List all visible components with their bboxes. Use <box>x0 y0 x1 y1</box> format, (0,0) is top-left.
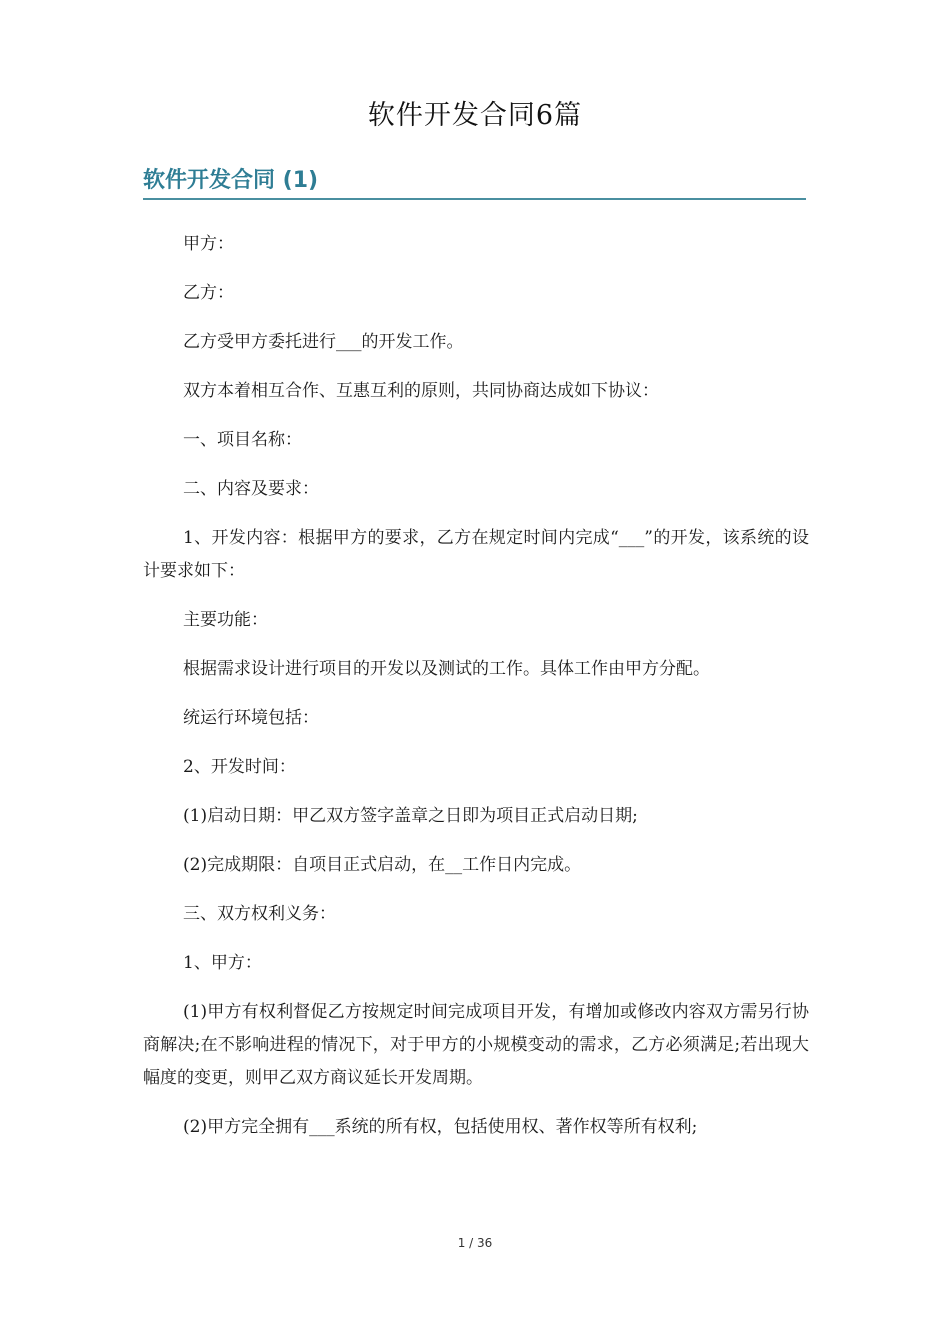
paragraph-environment: 统运行环境包括： <box>183 708 319 728</box>
paragraph-agreement: 双方本着相互合作、互惠互利的原则，共同协商达成如下协议： <box>183 381 659 401</box>
paragraph-dev-time: 2、开发时间： <box>183 757 296 777</box>
paragraph-party-a-heading: 1、甲方： <box>183 953 262 973</box>
paragraph-feature-detail: 根据需求设计进行项目的开发以及测试的工作。具体工作由甲方分配。 <box>183 659 710 679</box>
paragraph-project-name: 一、项目名称： <box>183 430 302 450</box>
document-body <box>143 228 809 1160</box>
paragraph-rights-heading: 三、双方权利义务： <box>183 904 336 924</box>
paragraph-commission: 乙方受甲方委托进行___的开发工作。 <box>183 332 464 352</box>
paragraph-deadline: (2)完成期限：自项目正式启动，在__工作日内完成。 <box>183 855 582 875</box>
paragraph-party-b: 乙方： <box>183 283 234 303</box>
paragraph-party-a: 甲方： <box>183 234 234 254</box>
paragraph-main-features: 主要功能： <box>183 610 268 630</box>
paragraph-party-a-right-1: (1)甲方有权利督促乙方按规定时间完成项目开发，有增加或修改内容双方需另行协商解决;在不影响进程的情况下，对于甲方的小规模变动的需求，乙方必须满足;若出现大幅度的变更，则甲乙双方商议延长开发周期。 <box>143 1002 809 1088</box>
section-heading: 软件开发合同 (1) <box>143 166 806 200</box>
paragraph-start-date: (1)启动日期：甲乙双方签字盖章之日即为项目正式启动日期; <box>183 806 638 826</box>
paragraph-dev-content: 1、开发内容：根据甲方的要求，乙方在规定时间内完成“___”的开发，该系统的设计要求如下： <box>143 528 809 581</box>
paragraph-party-a-right-2: (2)甲方完全拥有___系统的所有权，包括使用权、著作权等所有权利; <box>183 1117 698 1137</box>
document-title: 软件开发合同6篇 <box>367 100 583 131</box>
paragraph-content-heading: 二、内容及要求： <box>183 479 319 499</box>
page-number: 1 / 36 <box>457 1236 493 1250</box>
